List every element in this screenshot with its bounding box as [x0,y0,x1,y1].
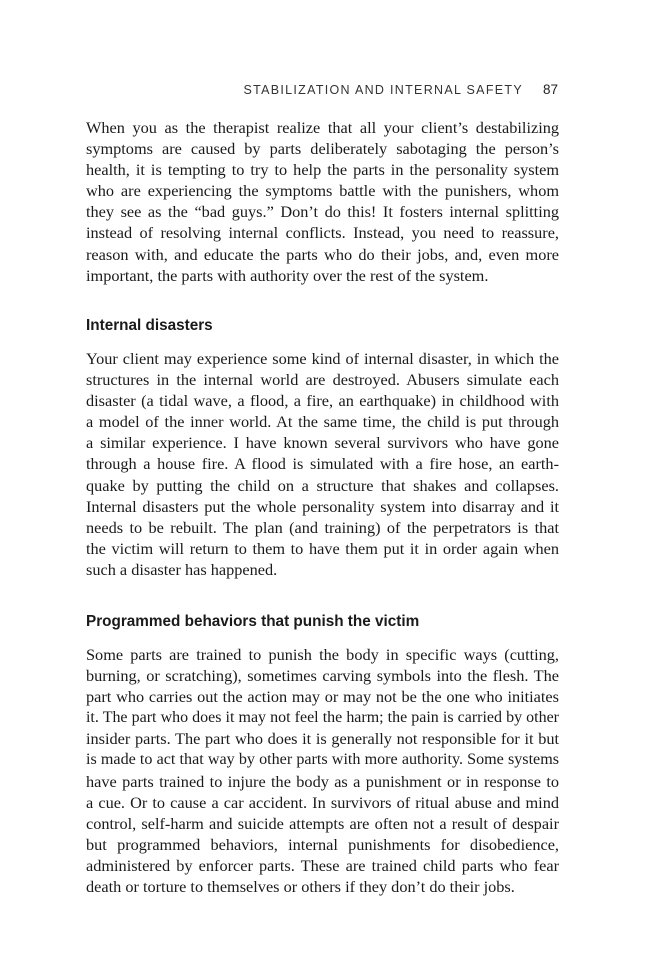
text-line: insider parts. The part who does it is generally not responsible for it but [86,729,559,749]
text-line: Some parts are trained to punish the body in specific ways (cutting, [86,645,559,664]
text-line: structures in the internal world are destroyed. Abusers simulate each [86,370,559,390]
text-line: symptoms are caused by parts deliberately sabotaging the person’s [86,139,559,159]
text-line: control, self-harm and suicide attempts are often not a result of despair [86,813,559,833]
text-line: such a disaster has happened. [86,559,278,579]
text-line: is made to act that way by other parts with more authority. Some systems [86,751,559,769]
text-line: a model of the inner world. At the same time, the child is put through [86,412,559,432]
text-line: reason with, and educate the parts who do their jobs, and, even more [86,244,559,264]
section-heading-internal-disasters: Internal disasters [86,317,213,334]
text-line: part who carries out the action may or may not be the one who initiates [86,687,559,707]
text-line: instead of resolving internal conflicts. Instead, you need to reassure, [86,223,559,243]
paragraph-programmed-behaviors [86,644,559,897]
text-line: administered by enforcer parts. These are trained child parts who fear [86,855,559,875]
text-line: Internal disasters put the whole personality system into disarray and it [86,496,559,516]
text-line: they see as the “bad guys.” Don’t do this! It fosters internal splitting [86,202,559,222]
text-line: but programmed behaviors, internal punishments for disobedience, [86,834,559,854]
text-line: a similar experience. I have known several survivors who have gone [86,433,559,453]
text-line: needs to be rebuilt. The plan (and training) of the perpetrators is that [86,517,559,537]
text-line: the victim will return to them to have them put it in order again when [86,538,559,558]
text-line: it. The part who does it may not feel the harm; the pain is carried by other [86,709,559,727]
text-line: through a house fire. A flood is simulated with a fire hose, an earth- [86,454,559,474]
page-number: 87 [542,82,558,97]
text-line: health, it is tempting to try to help the parts in the personality system [86,160,559,180]
text-line: Your client may experience some kind of internal disaster, in which the [86,349,559,368]
paragraph-therapist-advice [86,117,559,286]
text-line: who are experiencing the symptoms battle with the punishers, whom [86,181,559,201]
text-line: a cue. Or to cause a car accident. In survivors of ritual abuse and mind [86,792,559,812]
text-line: disaster (a tidal wave, a flood, a fire, an earthquake) in childhood with [86,391,559,411]
text-line: burning, or scratching), sometimes carving symbols into the flesh. The [86,666,559,686]
text-line: important, the parts with authority over the rest of the system. [86,265,489,285]
text-line: When you as the therapist realize that all your client’s destabilizing [86,118,559,137]
section-heading-programmed-behaviors: Programmed behaviors that punish the victim [86,613,420,630]
paragraph-internal-disasters [86,348,559,580]
text-line: quake by putting the child on a structure that shakes and collapses. [86,475,559,495]
text-line: have parts trained to injure the body as a punishment or in response to [86,771,559,791]
running-head [86,82,558,102]
running-head-title: STABILIZATION AND INTERNAL SAFETY [243,83,523,97]
text-line: death or torture to themselves or others if they don’t do their jobs. [86,877,515,897]
